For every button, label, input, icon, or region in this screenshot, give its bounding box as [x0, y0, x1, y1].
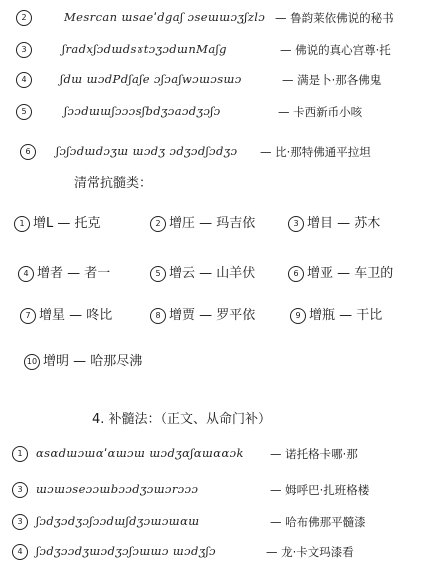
section-a-line: [0, 68, 428, 92]
chinese-gloss: — 比·那特佛通平拉坦: [260, 145, 371, 159]
term-text: 增贾 — 罗平依: [169, 308, 256, 323]
transliteration-text: ʃɔʃɔdɯdɔʒɯ ɯɔdʒ ɔdʒɔdʃɔdʒɔ: [56, 144, 238, 158]
section-b-title: 4. 补髓法：（正文、从命门补）: [92, 412, 272, 427]
line-number: 3: [16, 42, 32, 58]
transliteration-text: ɑsɑdɯɔɯɑˈɑɯɔɯ ɯɔdʒɑʃɑɯɑɑɔk: [36, 446, 244, 460]
section-a-line: [0, 38, 428, 62]
line-number: 5: [16, 104, 32, 120]
term-number: 9: [290, 308, 306, 324]
term-text: 增者 — 者一: [37, 266, 111, 281]
term-number: 6: [288, 266, 304, 282]
term-number: 1: [14, 216, 30, 232]
term-item: [14, 212, 101, 232]
term-text: 增圧 — 玛吉依: [169, 216, 256, 231]
transliteration-text: ʃdɯ ɯɔdPdʃaʃe ɔʃɔaʃwɔɯɔsɯɔ: [60, 72, 242, 86]
section-b-line: [0, 442, 428, 466]
term-item: [24, 350, 142, 370]
chinese-gloss: — 哈布佛那平髓漆: [270, 515, 366, 529]
term-text: 增星 — 咚比: [39, 308, 113, 323]
line-number: 6: [20, 144, 36, 160]
term-number: 3: [288, 216, 304, 232]
term-number: 4: [18, 266, 34, 282]
chinese-gloss: — 满是卜·那各佛鬼: [282, 73, 382, 87]
line-number: 4: [16, 72, 32, 88]
term-item: [18, 262, 110, 282]
transliteration-text: ʃradxʃɔdɯdsɤtɔʒɔdɯnMaʃg: [62, 42, 227, 56]
term-item: [150, 304, 255, 324]
section-b-line: [0, 510, 428, 534]
chinese-gloss: — 鲁韵莱依佛说的秘书: [275, 11, 394, 25]
line-number: 3: [12, 482, 28, 498]
transliteration-text: ɯɔɯɔseɔɔɯbɔɔdʒɔɯɔrɔɔɔ: [36, 482, 199, 496]
transliteration-text: Mesrcan ɯsaeˈdgaʃ ɔseɯɯɔʒʃzlɔ: [64, 10, 266, 24]
term-text: 增亚 — 车卫的: [307, 266, 394, 281]
section-a-line: [0, 140, 428, 164]
term-item: [20, 304, 112, 324]
section-b-line: [0, 540, 428, 564]
term-text: 增云 — 山羊伏: [169, 266, 256, 281]
line-number: 2: [16, 10, 32, 26]
chinese-gloss: — 卡西新币小咳: [278, 105, 363, 119]
line-number: 3: [12, 514, 28, 530]
term-item: [288, 212, 380, 232]
term-item: [290, 304, 382, 324]
transliteration-text: ʃɔdʒɔdʒɔʃɔɔdɯʃdʒɔɯɔɯɑɯ: [36, 514, 200, 528]
transliteration-text: ʃɔdʒɔɔdʒɯɔdʒɔʃɔɯɯɔ ɯɔdʒʃɔ: [36, 544, 217, 558]
term-number: 10: [24, 354, 40, 370]
terms-heading: 清常抗髓类：: [74, 176, 153, 191]
term-text: 增L — 托克: [33, 216, 101, 231]
term-text: 增目 — 苏木: [307, 216, 381, 231]
line-number: 1: [12, 446, 28, 462]
chinese-gloss: — 佛说的真心宫尊·托: [280, 43, 391, 57]
term-number: 7: [20, 308, 36, 324]
term-text: 增明 — 哈那尽沸: [43, 354, 143, 369]
term-item: [150, 262, 255, 282]
line-number: 4: [12, 544, 28, 560]
term-item: [288, 262, 393, 282]
chinese-gloss: — 龙·卡文玛漆看: [266, 545, 354, 559]
term-number: 2: [150, 216, 166, 232]
chinese-gloss: — 姆呼巴·扎班格楼: [270, 483, 370, 497]
transliteration-text: ʃɔɔdɯɯʃɔɔɔsʃbdʒɔaɔdʒɔʃɔ: [64, 104, 221, 118]
section-a-line: [0, 100, 428, 124]
term-text: 增瓶 — 干比: [309, 308, 383, 323]
term-number: 5: [150, 266, 166, 282]
chinese-gloss: — 诺托格卡哪·那: [270, 447, 358, 461]
term-item: [150, 212, 255, 232]
term-number: 8: [150, 308, 166, 324]
section-a-line: [0, 6, 428, 30]
section-b-line: [0, 478, 428, 502]
